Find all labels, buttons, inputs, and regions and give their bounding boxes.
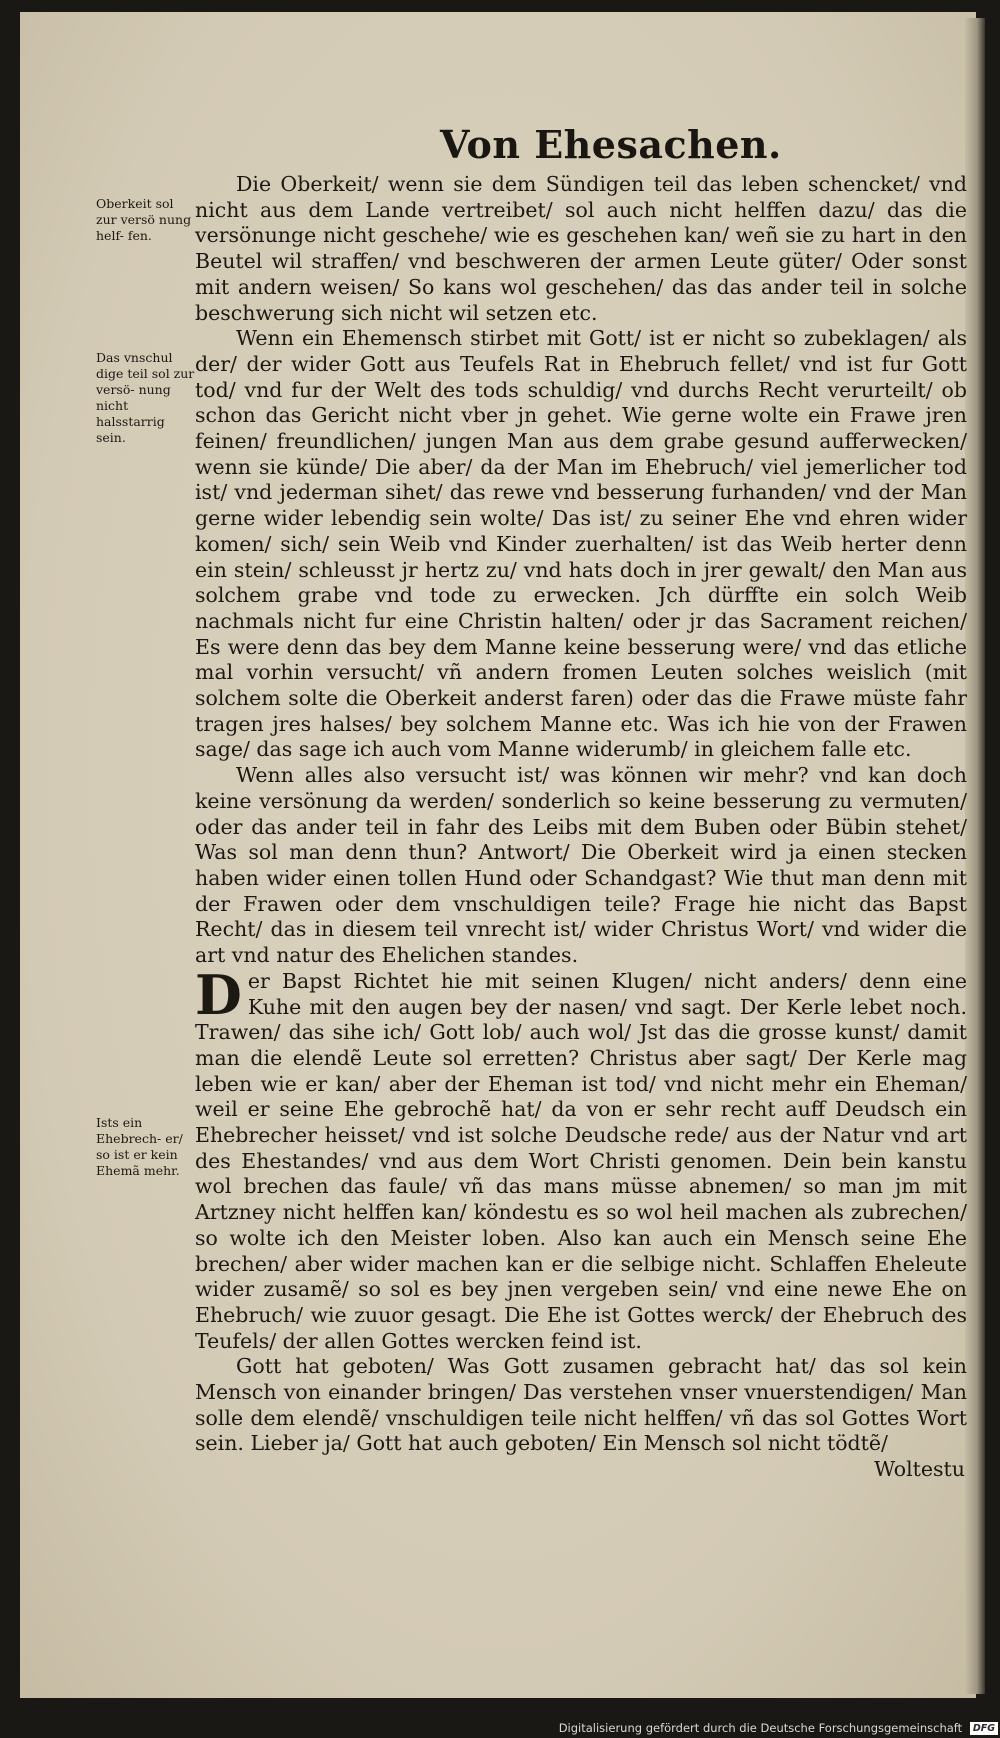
page-edge: [965, 18, 985, 1694]
digitization-footer: [0, 1718, 998, 1738]
marginal-note-2: Das vnschul dige teil sol zur versö- nung nicht halsstarrig sein.: [96, 350, 195, 445]
drop-cap: D: [195, 962, 242, 1027]
dfg-logo: DFG: [970, 1722, 998, 1735]
paragraph-5: Gott hat geboten/ Was Gott zusamen gebracht hat/ das sol kein Mensch von einander bringen/ Das verstehen vnser vnuerstendigen/ Man solle dem elendẽ/ vnschuldigen teile nicht helffen/ vñ das sol Gottes Wort sein. Lieber ja/ Gott hat auch geboten/ Ein Mensch sol nicht tödtẽ/: [195, 1354, 967, 1456]
body-text: [195, 172, 967, 1483]
running-head: Von Ehesachen.: [440, 122, 782, 167]
paragraph-4: Der Bapst Richtet hie mit seinen Klugen/ nicht anders/ denn eine Kuhe mit den augen bey der nasen/ vnd sagt. Der Kerle lebet noch. Trawen/ das sihe ich/ Gott lob/ auch wol/ Jst das die grosse kunst/ damit man die elendẽ Leute sol erretten? Christus aber sagt/ Der Kerle mag leben wie er kan/ aber der Eheman ist tod/ vnd nicht mehr ein Eheman/ weil er seine Ehe gebrochẽ hat/ da von er sehr recht auff Deudsch ein Ehebrecher heisset/ vnd ist solche Deudsche rede/ aus der Natur vnd art des Ehestandes/ vnd aus dem Wort Christi genomen. Dein bein kanstu wol brechen das faule/ vñ das mans müsse abnemen/ so man jm mit Artzney nicht helffen kan/ köndestu es so wol heil machen als zubrechen/ so wolte ich den Meister loben. Also kan auch ein Mensch seine Ehe brechen/ aber wider machen kan er die selbige nicht. Schlaffen Eheleute wider zusamẽ/ so sol es bey jnen vergeben sein/ vnd eine newe Ehe on Ehebruch/ wie zuuor gesagt. Die Ehe ist Gottes werck/ der Ehebruch des Teufels/ der allen Gottes wercken feind ist.: [195, 962, 967, 1353]
catchword: Woltestu: [874, 1457, 965, 1482]
marginal-note-3: Ists ein Ehebrech- er/ so ist er kein Ehemã mehr.: [96, 1115, 183, 1178]
paragraph-1: Die Oberkeit/ wenn sie dem Sündigen teil das leben schencket/ vnd nicht aus dem Lande vertreibet/ sol auch nicht helffen dazu/ das die versönunge nicht geschehe/ wie es geschehen kan/ weñ sie zu hart in den Beutel wil straffen/ vnd beschweren der armen Leute güter/ Oder sonst mit andern weisen/ So kans wol geschehen/ das das ander teil in solche beschwerung sich nicht wil setzen etc.: [195, 172, 967, 325]
marginal-note-1: Oberkeit sol zur versö nung helf- fen.: [96, 196, 192, 243]
footer-text: Digitalisierung gefördert durch die Deutsche Forschungsgemeinschaft: [558, 1721, 963, 1735]
paragraph-2: Wenn ein Ehemensch stirbet mit Gott/ ist er nicht so zubeklagen/ als der/ der wider Gott aus Teufels Rat in Ehebruch fellet/ vnd ist fur Gott tod/ vnd fur der Welt des tods schuldig/ vnd durchs Recht verurteilt/ ob schon das Gericht nicht vber jn gehet. Wie gerne wolte ein Frawe jren feinen/ freundlichen/ jungen Man aus dem grabe gesund aufferwecken/ wenn sie künde/ Die aber/ da der Man im Ehebruch/ viel jemerlicher tod ist/ vnd jederman sihet/ das rewe vnd besserung furhanden/ vnd der Man gerne wider lebendig sein wolte/ Das ist/ zu seiner Ehe vnd ehren wider komen/ sich/ sein Weib vnd Kinder zuerhalten/ ist das Weib herter denn ein stein/ schleusst jr hertz zu/ vnd hats doch in jrer gewalt/ den Man aus solchem grabe vnd tode zu erwecken. Jch dürffte ein solch Weib nachmals nicht fur eine Christin halten/ oder jr das Sacrament reichen/ Es were denn das bey dem Manne keine besserung were/ vnd das etliche mal vorhin versucht/ vñ andern fromen Leuten solches weislich (mit solchem solte die Oberkeit anderst faren) oder das die Frawe müste fahr tragen jres halses/ bey solchem Manne etc. Was ich hie von der Frawen sage/ das sage ich auch vom Manne widerumb/ in gleichem falle etc.: [195, 326, 967, 762]
paragraph-3: Wenn alles also versucht ist/ was können wir mehr? vnd kan doch keine versönung da werden/ sonderlich so keine besserung zu vermuten/ oder das ander teil in fahr des Leibs mit dem Buben oder Bübin stehet/ Was sol man denn thun? Antwort/ Die Oberkeit wird ja einen stecken haben wider einen tollen Hund oder Schandgast? Wie thut man denn mit der Frawen oder dem vnschuldigen teile? Frage hie nicht das Bapst Recht/ das in diesem teil vnrecht ist/ wider Christus Wort/ vnd wider die art vnd natur des Ehelichen standes.: [195, 763, 967, 968]
